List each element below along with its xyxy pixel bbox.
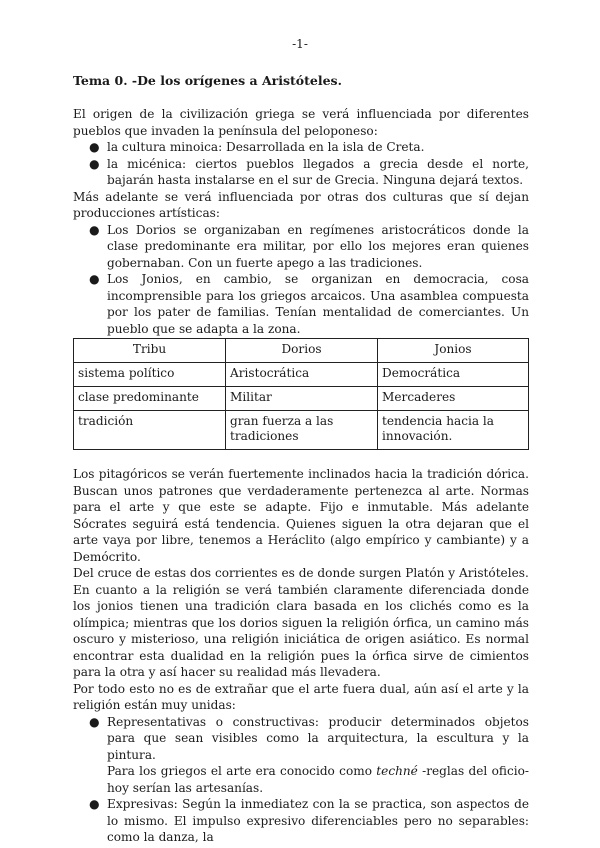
list-item: ● la cultura minoica: Desarrollada en la isla de Creta. xyxy=(89,140,425,154)
list-item: ● Los Jonios, en cambio, se organizan en democracia, cosa incomprensible para los griegos arcaicos. Una asamblea compuesta por los pater de familias. Tenían mentalidad de comerciantes. Un pueblo que se adapta a la zona. xyxy=(89,272,529,336)
table-header-cell: Dorios xyxy=(226,339,378,363)
section-title: Tema 0. -De los orígenes a Aristóteles. xyxy=(73,73,342,88)
list-item: ● la micénica: ciertos pueblos llegados a grecia desde el norte, bajarán hasta instalarse en el sur de Grecia. Ninguna dejará textos. xyxy=(89,156,529,187)
table-cell: clase predominante xyxy=(74,387,226,411)
paragraph-pythagoreans: Los pitagóricos se verán fuertemente inclinados hacia la tradición dórica. Buscan unos patrones que verdaderamente pertenezca al arte. Normas para el arte y que este se adapte. Fijo e inmutable. Más adelante Sócrates seguirá está tendencia. Quienes siguen la otra dejaran que el arte vaya por libre, tenemos a Heráclito (algo empírico y cambiante) y a Demócrito. xyxy=(73,467,529,564)
table-header-cell: Jonios xyxy=(378,339,529,363)
table-cell: Aristocrática xyxy=(226,363,378,387)
table-cell: sistema político xyxy=(74,363,226,387)
bullet-icon: ● xyxy=(89,156,100,171)
paragraph-intro-2: Más adelante se verá influenciada por otras dos culturas que sí dejan producciones artísticas: xyxy=(73,189,529,220)
table-cell: Mercaderes xyxy=(378,387,529,411)
list-item: ● Los Dorios se organizaban en regímenes aristocráticos donde la clase predominante era militar, por ello los mejores eran quienes gobernaban. Con un fuerte apego a las tradiciones. xyxy=(89,222,529,270)
body-content xyxy=(73,106,529,846)
table-cell: gran fuerza a las tradiciones xyxy=(226,411,378,450)
table-cell: tradición xyxy=(74,411,226,450)
table-cell: tendencia hacia la innovación. xyxy=(378,411,529,450)
list-item: ● Expresivas: Según la inmediatez con la se practica, son aspectos de lo mismo. El impulso expresivo diferenciables pero no separables: como la danza, la xyxy=(89,797,529,844)
page-number: -1- xyxy=(292,37,308,51)
bullet-icon: ● xyxy=(89,272,100,286)
table-row xyxy=(74,387,529,411)
paragraph-art-dual: Por todo esto no es de extrañar que el arte fuera dual, aún así el arte y la religión están muy unidas: xyxy=(73,681,529,712)
list-art-types xyxy=(73,714,529,764)
table-cell: Militar xyxy=(226,387,378,411)
table-header-cell: Tribu xyxy=(74,339,226,363)
list-art-types-continued xyxy=(73,796,529,846)
paragraph-intro-1: El origen de la civilización griega se verá influenciada por diferentes pueblos que invaden la península del peloponeso: xyxy=(73,107,529,138)
table-cell: Democrática xyxy=(378,363,529,387)
paragraph-plato-aristotle: Del cruce de estas dos corrientes es de donde surgen Platón y Aristóteles. xyxy=(73,566,529,580)
techne-term: techné xyxy=(376,764,418,778)
table-row xyxy=(74,411,529,450)
table-header-row xyxy=(74,339,529,363)
bullet-icon: ● xyxy=(89,140,100,154)
table-row xyxy=(74,363,529,387)
paragraph-religion: En cuanto a la religión se verá también claramente diferenciada donde los jonios tienen una tradición clara basada en los clichés como es la olímpica; mientras que los dorios siguen la religión órfica, un camino más oscuro y misterioso, una religión iniciática de origen asiático. Es normal encontrar esta dualidad en la religión pues la órfica sirve de cimientos para la otra y así hacer su realidad más llevadera. xyxy=(73,582,529,679)
bullet-icon: ● xyxy=(89,797,100,811)
list-early-cultures xyxy=(73,139,529,189)
sub-paragraph-techne: Para los griegos el arte era conocido como techné -reglas del oficio- hoy serían las artesanías. xyxy=(107,764,529,795)
bullet-icon: ● xyxy=(89,714,100,729)
bullet-icon: ● xyxy=(89,222,100,237)
list-item: ● Representativas o constructivas: producir determinados objetos para que sean visibles como la arquitectura, la escultura y la pintura. xyxy=(89,714,529,762)
list-later-cultures xyxy=(73,222,529,338)
comparison-table xyxy=(73,338,529,450)
